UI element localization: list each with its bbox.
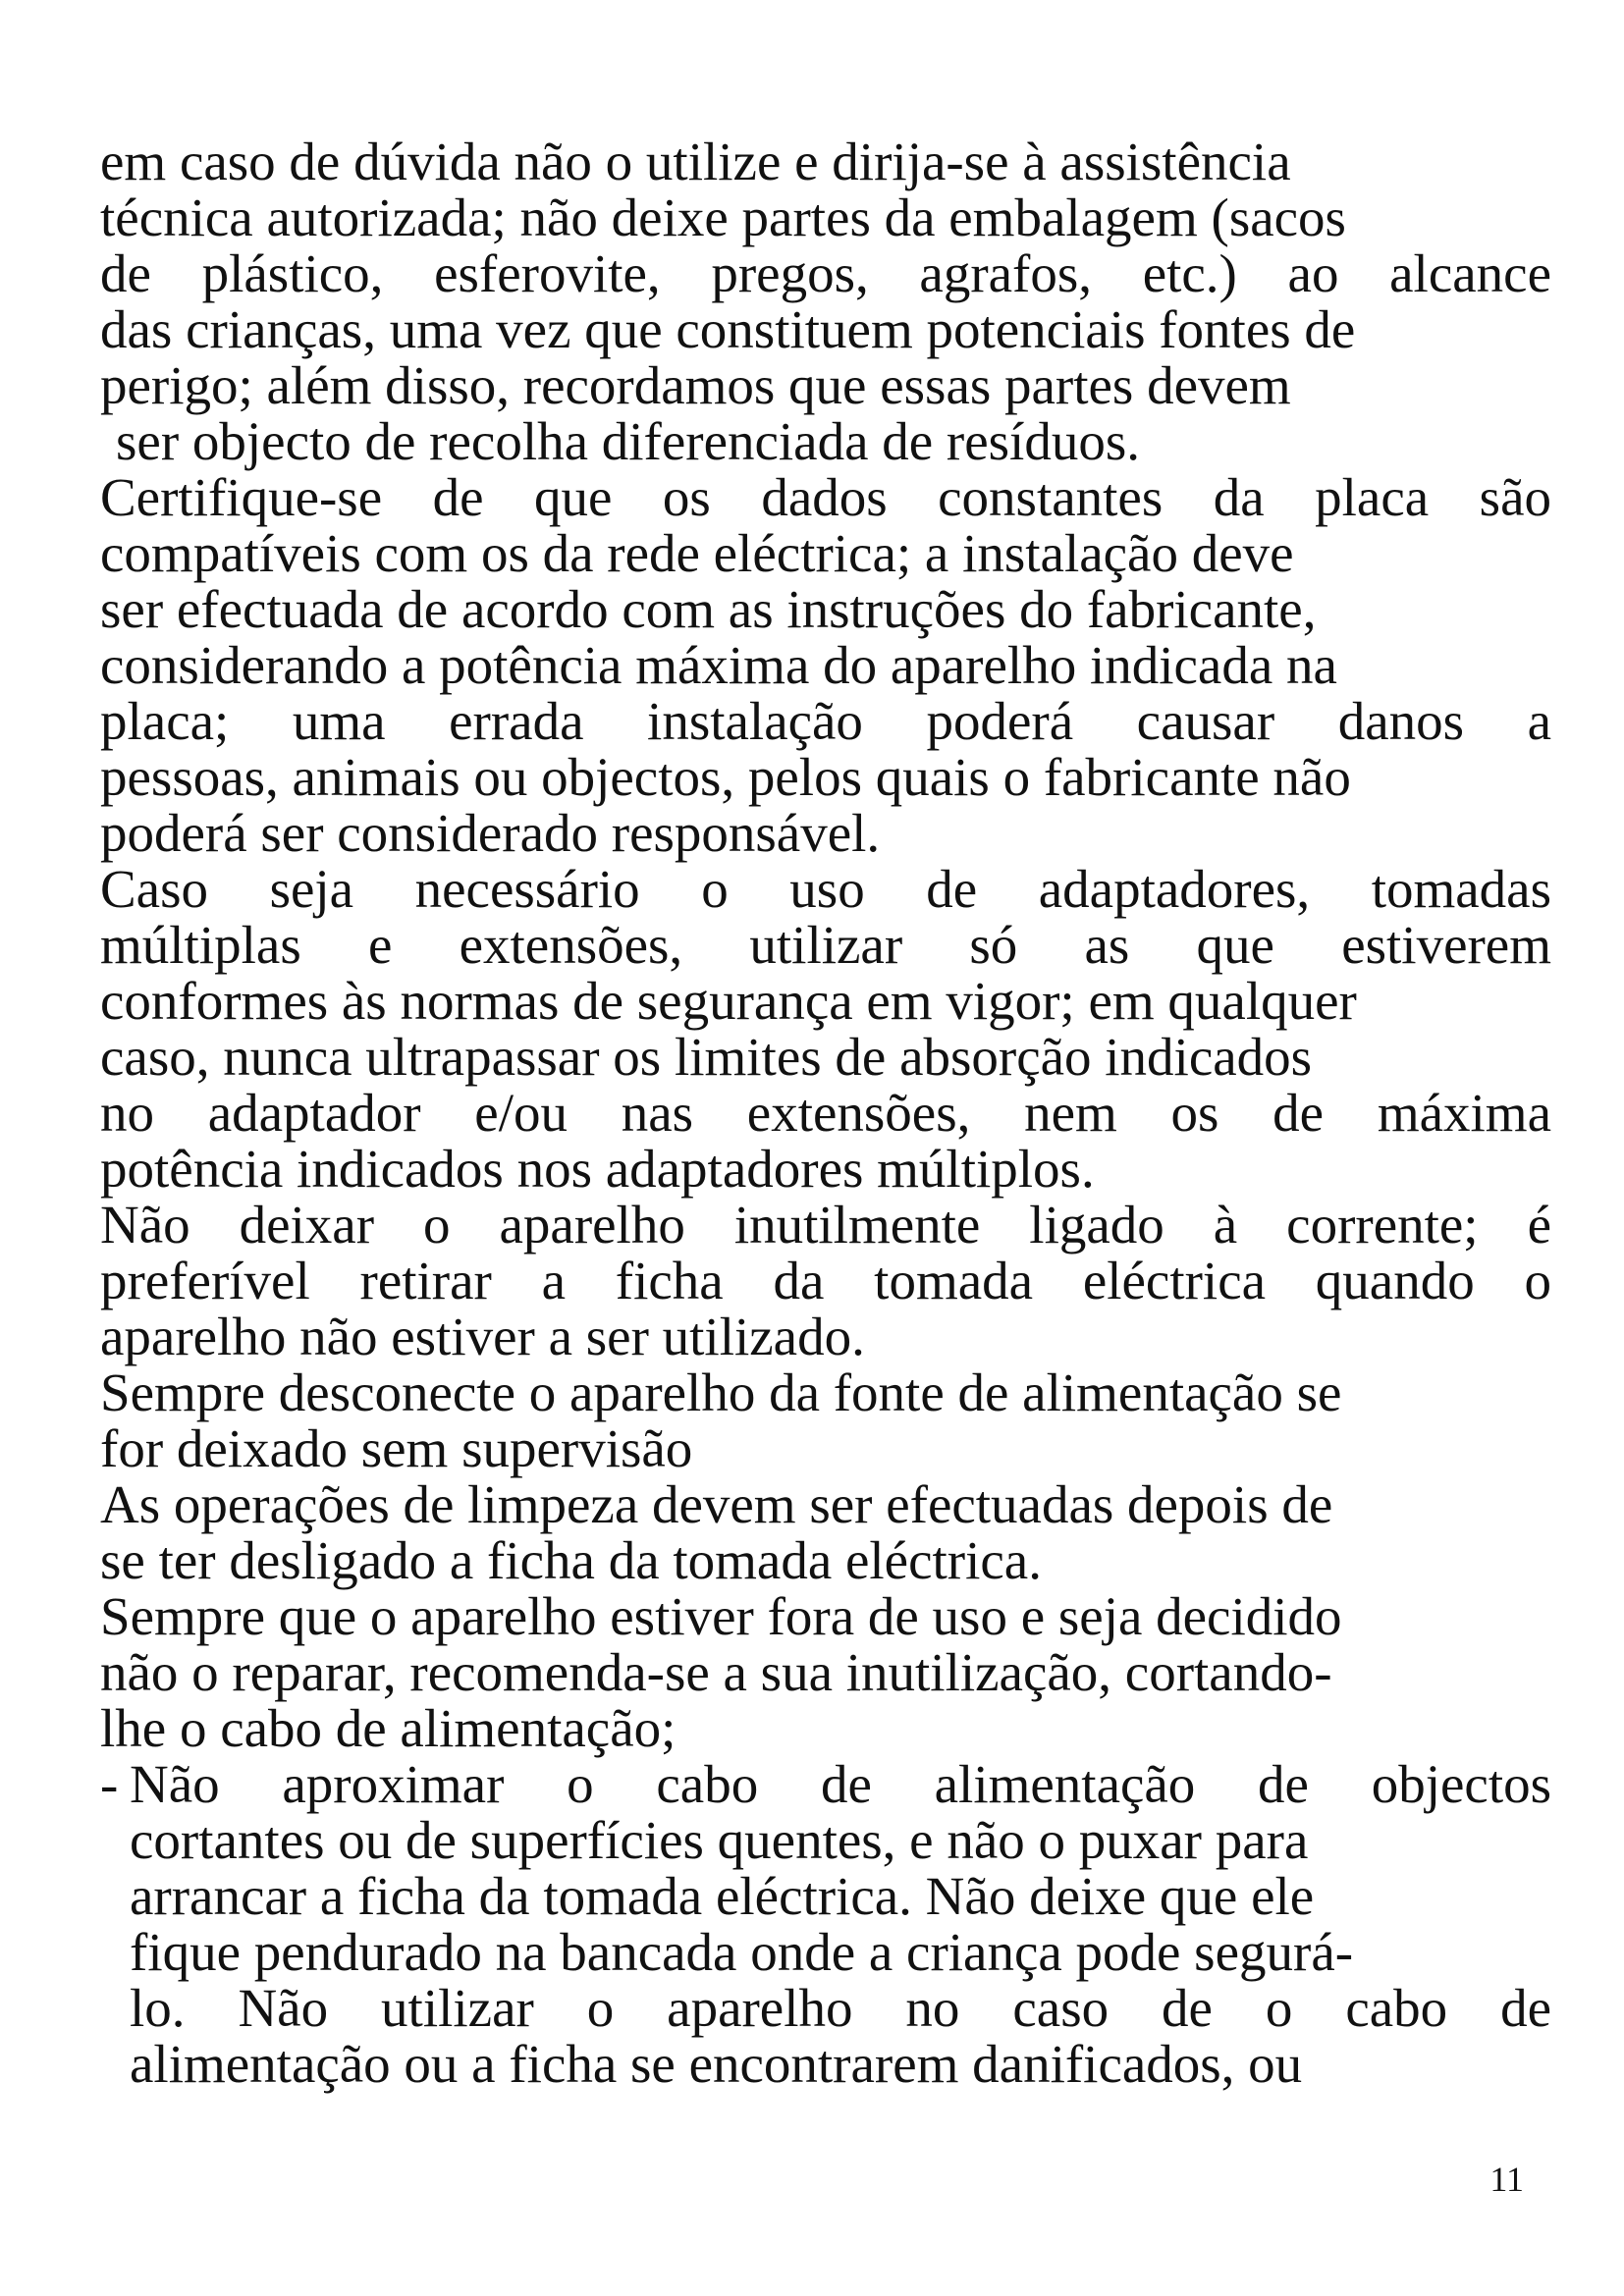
text-line: das crianças, uma vez que constituem potenciais fontes de — [100, 299, 1356, 359]
text-line: alimentação ou a ficha se encontrarem danificados, ou — [130, 2034, 1303, 2094]
text-line: cortantes ou de superfícies quentes, e não o puxar para — [130, 1810, 1309, 1870]
text-line: fique pendurado na bancada onde a criança pode segurá- — [130, 1922, 1354, 1982]
paragraph — [100, 1588, 1551, 1756]
text-line: perigo; além disso, recordamos que essas partes devem — [100, 355, 1291, 415]
text-line: poderá ser considerado responsável. — [100, 803, 881, 863]
text-line: em caso de dúvida não o utilize e dirija-se à assistência — [100, 132, 1291, 191]
text-line: Não aproximar o cabo de alimentação de objectos — [130, 1754, 1551, 1814]
paragraph — [100, 861, 1551, 1197]
text-line: lhe o cabo de alimentação; — [100, 1698, 677, 1758]
paragraph — [100, 469, 1551, 861]
text-line: As operações de limpeza devem ser efectuadas depois de — [100, 1474, 1333, 1534]
text-line: arrancar a ficha da tomada eléctrica. Não deixe que ele — [130, 1866, 1315, 1926]
text-line: for deixado sem supervisão — [100, 1418, 693, 1478]
bullet-dash: - — [100, 1754, 119, 1814]
paragraph — [100, 133, 1551, 469]
text-line: potência indicados nos adaptadores múltiplos. — [100, 1139, 1095, 1199]
text-line: compatíveis com os da rede eléctrica; a instalação deve — [100, 523, 1294, 583]
text-line: lo. Não utilizar o aparelho no caso de o cabo de — [130, 1978, 1551, 2038]
text-line: pessoas, animais ou objectos, pelos quais o fabricante não — [100, 747, 1351, 807]
text-line: Caso seja necessário o uso de adaptadores, tomadas — [100, 859, 1551, 919]
text-line: não o reparar, recomenda-se a sua inutilização, cortando- — [100, 1642, 1332, 1702]
page-number: 11 — [1489, 2160, 1524, 2199]
body-text — [100, 133, 1551, 2092]
paragraph — [100, 1476, 1551, 1588]
text-line: conformes às normas de segurança em vigor; em qualquer — [100, 971, 1357, 1031]
text-line: técnica autorizada; não deixe partes da embalagem (sacos — [100, 187, 1346, 247]
text-line: Sempre desconecte o aparelho da fonte de alimentação se — [100, 1362, 1342, 1422]
text-line: aparelho não estiver a ser utilizado. — [100, 1307, 865, 1366]
text-line: múltiplas e extensões, utilizar só as que estiverem — [100, 915, 1551, 975]
text-line: de plástico, esferovite, pregos, agrafos, etc.) ao alcance — [100, 243, 1551, 303]
text-line: considerando a potência máxima do aparelho indicada na — [100, 635, 1337, 695]
text-line: ser objecto de recolha diferenciada de resíduos. — [116, 411, 1140, 471]
text-line: caso, nunca ultrapassar os limites de absorção indicados — [100, 1027, 1313, 1087]
text-line: Não deixar o aparelho inutilmente ligado à corrente; é — [100, 1195, 1551, 1255]
paragraph — [100, 1364, 1551, 1476]
text-line: no adaptador e/ou nas extensões, nem os de máxima — [100, 1083, 1551, 1143]
text-line: se ter desligado a ficha da tomada eléctrica. — [100, 1530, 1042, 1590]
text-line: Sempre que o aparelho estiver fora de uso e seja decidido — [100, 1586, 1342, 1646]
text-line: ser efectuada de acordo com as instruções do fabricante, — [100, 579, 1317, 639]
text-line: placa; uma errada instalação poderá causar danos a — [100, 691, 1551, 751]
text-line: preferível retirar a ficha da tomada eléctrica quando o — [100, 1251, 1551, 1310]
text-line: Certifique-se de que os dados constantes da placa são — [100, 467, 1551, 527]
paragraph — [100, 1197, 1551, 1364]
bullet-item — [100, 1756, 1551, 2092]
